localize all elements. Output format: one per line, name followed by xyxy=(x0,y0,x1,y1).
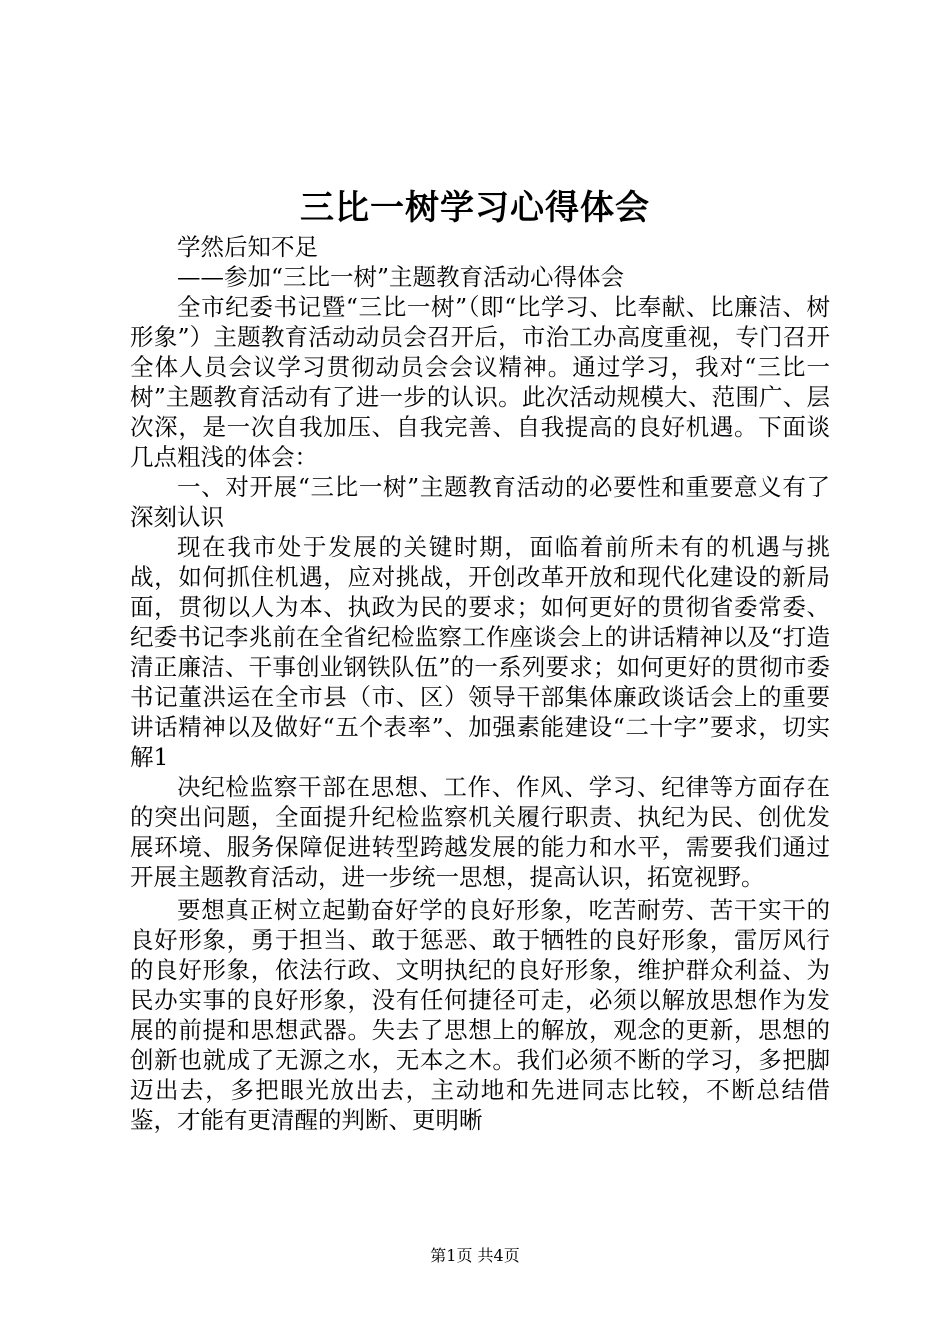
subtitle-line: 学然后知不足 xyxy=(177,233,318,261)
body-paragraph: 全市纪委书记暨“三比一树”（即“比学习、比奉献、比廉洁、树形象”）主题教育活动动员会召开后，市治工办高度重视，专门召开全体人员会议学习贯彻动员会会议精神。通过学习，我对“三比一树”主题教育活动有了进一步的认识。此次活动规模大、范围广、层次深，是一次自我加压、自我完善、自我提高的良好机遇。下面谈几点粗浅的体会： xyxy=(130,293,830,471)
body-paragraph: 决纪检监察干部在思想、工作、作风、学习、纪律等方面存在的突出问题，全面提升纪检监察机关履行职责、执纪为民、创优发展环境、服务保障促进转型跨越发展的能力和水平，需要我们通过开展主题教育活动，进一步统一思想，提高认识，拓宽视野。 xyxy=(130,773,830,891)
page-number-footer: 第1页 共4页 xyxy=(430,1246,520,1265)
subtitle-dash-line: ——参加“三比一树”主题教育活动心得体会 xyxy=(177,263,625,291)
document-title: 三比一树学习心得体会 xyxy=(300,188,650,228)
body-paragraph: 要想真正树立起勤奋好学的良好形象，吃苦耐劳、苦干实干的良好形象，勇于担当、敢于惩恶、敢于牺牲的良好形象，雷厉风行的良好形象，依法行政、文明执纪的良好形象，维护群众利益、为民办实事的良好形象，没有任何捷径可走，必须以解放思想作为发展的前提和思想武器。失去了思想上的解放，观念的更新，思想的创新也就成了无源之水，无本之木。我们必须不断的学习，多把脚迈出去，多把眼光放出去，主动地和先进同志比较，不断总结借鉴，才能有更清醒的判断、更明晰 xyxy=(130,896,830,1134)
document-body xyxy=(130,232,830,1135)
section-heading: 一、对开展“三比一树”主题教育活动的必要性和重要意义有了深刻认识 xyxy=(130,473,830,531)
body-paragraph: 现在我市处于发展的关键时期，面临着前所未有的机遇与挑战，如何抓住机遇，应对挑战，开创改革开放和现代化建设的新局面，贯彻以人为本、执政为民的要求；如何更好的贯彻省委常委、纪委书记李兆前在全省纪检监察工作座谈会上的讲话精神以及“打造清正廉洁、干事创业钢铁队伍”的一系列要求；如何更好的贯彻市委书记董洪运在全市县（市、区）领导干部集体廉政谈话会上的重要讲话精神以及做好“五个表率”、加强素能建设“二十字”要求，切实解1 xyxy=(130,533,830,771)
